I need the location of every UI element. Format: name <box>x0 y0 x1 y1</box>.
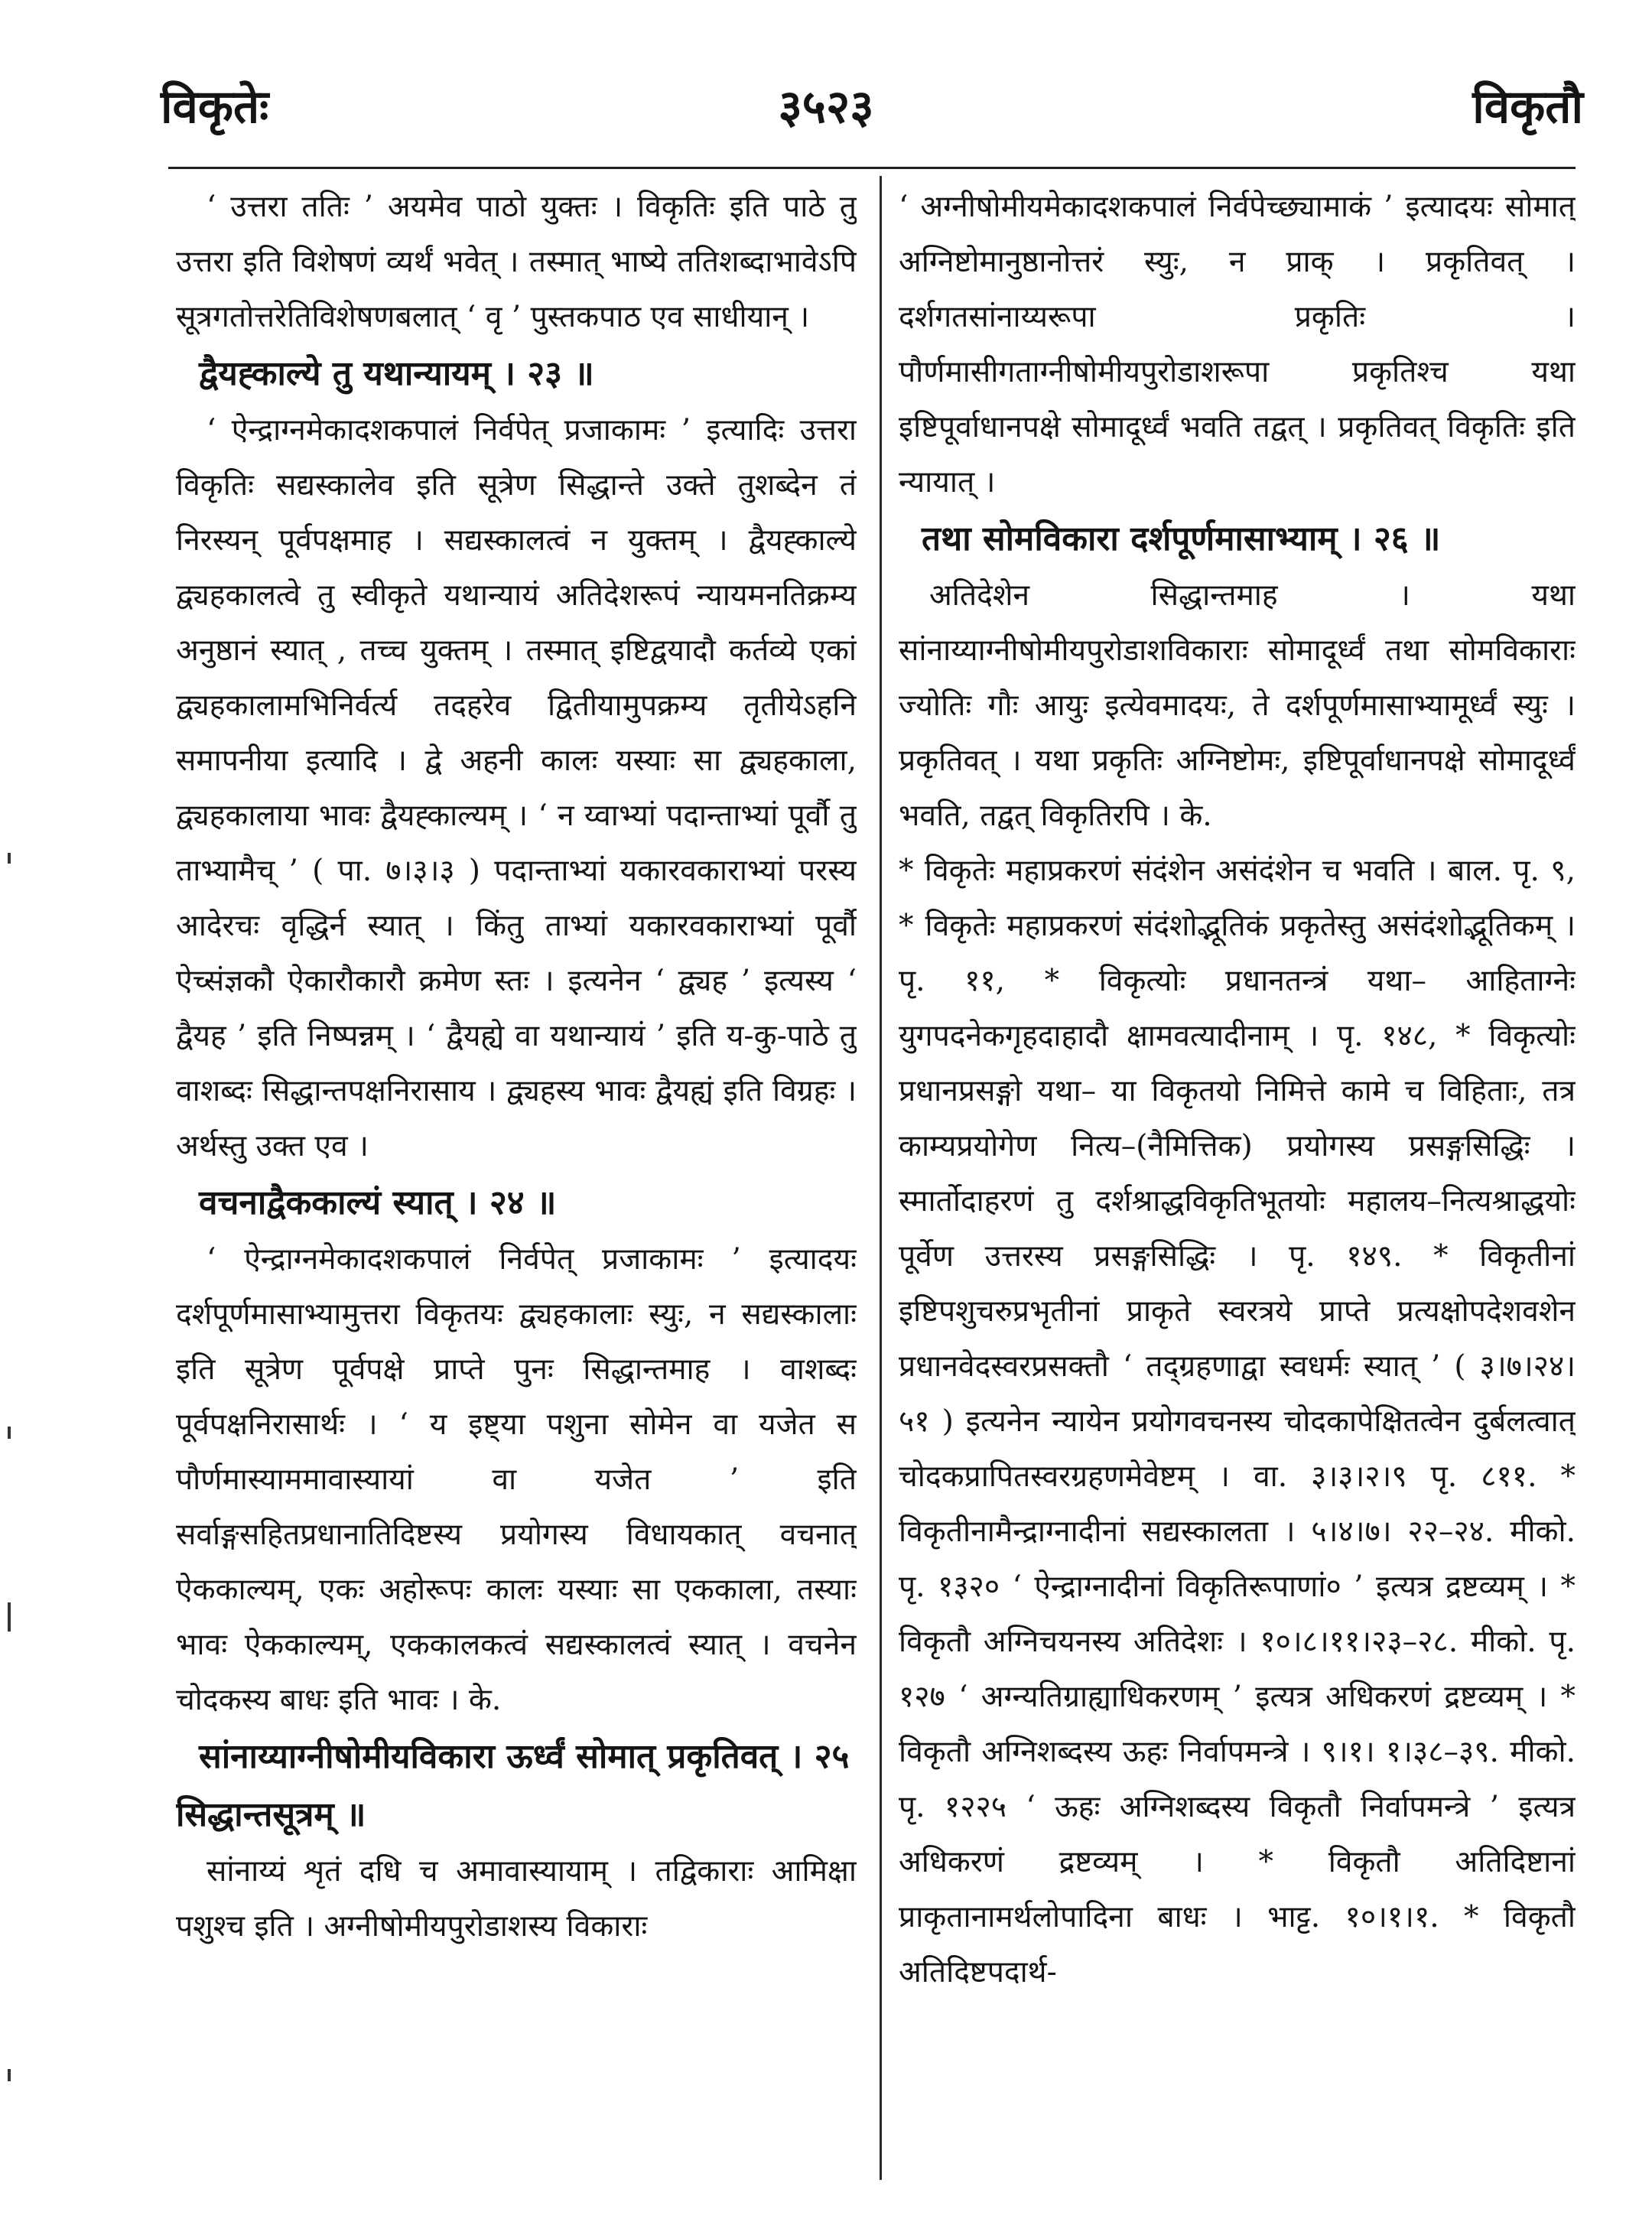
sutra-heading: सांनाय्याग्नीषोमीयविकारा ऊर्ध्वं सोमात् प्रकृतिवत् । २५ सिद्धान्तसूत्रम् ॥ <box>176 1737 850 1834</box>
left-column <box>176 180 857 2184</box>
margin-mark <box>8 1602 11 1632</box>
commentary-paragraph: ‘ उत्तरा ततिः ’ अयमेव पाठो युक्तः । विकृतिः इति पाठे तु उत्तरा इति विशेषणं व्यर्थं भवेत् । तस्मात् भाष्ये ततिशब्दाभावेऽपि सूत्रगतोत्तरेतिविशेषणबलात् ‘ वृ ’ पुस्तकपाठ एव साधीयान् । <box>176 190 857 334</box>
margin-mark <box>8 2069 11 2081</box>
page-number: ३५२३ <box>778 80 874 134</box>
sutra-heading: द्वैयह्काल्ये तु यथान्यायम् । २३ ॥ <box>199 354 594 393</box>
commentary-paragraph: * विकृतेः महाप्रकरणं संदंशेन असंदंशेन च भवति । बाल. पृ. ९, * विकृतेः महाप्रकरणं संदंशोद्भूतिकं प्रकृतेस्तु असंदंशोद्भूतिकम् । पृ. ११, * विकृत्योः प्रधानतन्त्रं यथा– आहिताग्नेः युगपदनेकगृहदाहादौ क्षामवत्यादीनाम् । पृ. १४८, * विकृत्योः प्रधानप्रसङ्गो यथा– या विकृतयो निमित्ते कामे च विहिताः, तत्र काम्यप्रयोगेण नित्य–(नैमित्तिक) प्रयोगस्य प्रसङ्गसिद्धिः । स्मार्तोदाहरणं तु दर्शश्राद्धविकृतिभूतयोः महालय–नित्यश्राद्धयोः पूर्वेण उत्तरस्य प्रसङ्गसिद्धिः । पृ. १४९. * विकृतीनां इष्टिपशुचरुप्रभृतीनां प्राकृते स्वरत्रये प्राप्ते प्रत्यक्षोपदेशवशेन प्रधानवेदस्वरप्रसक्तौ ‘ तद्ग्रहणाद्वा स्वधर्मः स्यात् ’ ( ३।७।२४।५१ ) इत्यनेन न्यायेन प्रयोगवचनस्य चोदकापेक्षितत्वेन दुर्बलत्वात् चोदकप्रापितस्वरग्रहणमेवेष्टम् । वा. ३।३।२।९ पृ. ८११. * विकृतीनामैन्द्राग्नादीनां सद्यस्कालता । ५।४।७। २२–२४. मीको. पृ. १३२० ‘ ऐन्द्राग्नादीनां विकृतिरूपाणां० ’ इत्यत्र द्रष्टव्यम् । * विकृतौ अग्निचयनस्य अतिदेशः । १०।८।११।२३–२८. मीको. पृ. १२७ ‘ अग्न्यतिग्राह्याधिकरणम् ’ इत्यत्र अधिकरणं द्रष्टव्यम् । * विकृतौ अग्निशब्दस्य ऊहः निर्वापमन्त्रे । ९।१। १।३८–३९. मीको. पृ. १२२५ ‘ ऊहः अग्निशब्दस्य विकृतौ निर्वापमन्त्रे ’ इत्यत्र अधिकरणं द्रष्टव्यम् । * विकृतौ अतिदिष्टानां प्राकृतानामर्थलोपादिना बाधः । भाट्ट. १०।१।१. * विकृतौ अतिदिष्टपदार्थ- <box>899 854 1576 1989</box>
right-column <box>899 180 1576 2184</box>
page-header <box>0 0 1652 168</box>
margin-mark <box>8 1427 11 1439</box>
commentary-paragraph: अतिदेशेन सिद्धान्तमाह । यथा सांनाय्याग्नीषोमीयपुरोडाशविकाराः सोमादूर्ध्वं तथा सोमविकाराः ज्योतिः गौः आयुः इत्येवमादयः, ते दर्शपूर्णमासाभ्यामूर्ध्वं स्युः । प्रकृतिवत् । यथा प्रकृतिः अग्निष्टोमः, इष्टिपूर्वाधानपक्षे सोमादूर्ध्वं भवति, तद्वत् विकृतिरपि । के. <box>899 578 1576 833</box>
margin-mark <box>8 853 11 864</box>
column-divider <box>880 176 882 2180</box>
commentary-paragraph: ‘ अग्नीषोमीयमेकादशकपालं निर्वपेच्छ्यामाकं ’ इत्यादयः सोमात् अग्निष्टोमानुष्ठानोत्तरं स्युः, न प्राक् । प्रकृतिवत् । दर्शगतसांनाय्यरूपा प्रकृतिः । पौर्णमासीगताग्नीषोमीयपुरोडाशरूपा प्रकृतिश्च यथा इष्टिपूर्वाधानपक्षे सोमादूर्ध्वं भवति तद्वत् । प्रकृतिवत् विकृतिः इति न्यायात् । <box>899 190 1576 499</box>
commentary-paragraph: ‘ ऐन्द्राग्नमेकादशकपालं निर्वपेत् प्रजाकामः ’ इत्यादयः दर्शपूर्णमासाभ्यामुत्तरा विकृतयः द्व्यहकालाः स्युः, न सद्यस्कालाः इति सूत्रेण पूर्वपक्षे प्राप्ते पुनः सिद्धान्तमाह । वाशब्दः पूर्वपक्षनिरासार्थः । ‘ य इष्ट्या पशुना सोमेन वा यजेत स पौर्णमास्याममावास्यायां वा यजेत ’ इति सर्वाङ्गसहितप्रधानातिदिष्टस्य प्रयोगस्य विधायकात् वचनात् ऐककाल्यम्, एकः अहोरूपः कालः यस्याः सा एककाला, तस्याः भावः ऐककाल्यम्, एककालकत्वं सद्यस्कालत्वं स्यात् । वचनेन चोदकस्य बाधः इति भावः । के. <box>176 1242 857 1717</box>
commentary-paragraph: ‘ ऐन्द्राग्नमेकादशकपालं निर्वपेत् प्रजाकामः ’ इत्यादिः उत्तरा विकृतिः सद्यस्कालेव इति सूत्रेण सिद्धान्ते उक्ते तुशब्देन तं निरस्यन् पूर्वपक्षमाह । सद्यस्कालत्वं न युक्तम् । द्वैयह्काल्ये द्व्यहकालत्वे तु स्वीकृते यथान्यायं अतिदेशरूपं न्यायमनतिक्रम्य अनुष्ठानं स्यात् , तच्च युक्तम् । तस्मात् इष्टिद्वयादौ कर्तव्ये एकां द्व्यहकालामभिनिर्वर्त्य तदहरेव द्वितीयामुपक्रम्य तृतीयेऽहनि समापनीया इत्यादि । द्वे अहनी कालः यस्याः सा द्व्यहकाला, द्व्यहकालाया भावः द्वैयह्काल्यम् । ‘ न य्वाभ्यां पदान्ताभ्यां पूर्वौ तु ताभ्यामैच् ’ ( पा. ७।३।३ ) पदान्ताभ्यां यकारवकाराभ्यां परस्य आदेरचः वृद्धिर्न स्यात् । किंतु ताभ्यां यकारवकाराभ्यां पूर्वौ ऐच्संज्ञकौ ऐकारौकारौ क्रमेण स्तः । इत्यनेन ‘ द्व्यह ’ इत्यस्य ‘ द्वैयह ’ इति निष्पन्नम् । ‘ द्वैयह्ये वा यथान्यायं ’ इति य-कु-पाठे तु वाशब्दः सिद्धान्तपक्षनिरासाय । द्व्यहस्य भावः द्वैयह्यं इति विग्रहः । अर्थस्तु उक्त एव । <box>176 413 857 1163</box>
commentary-paragraph: सांनाय्यं शृतं दधि च अमावास्यायाम् । तद्विकाराः आमिक्षा पशुश्च इति । अग्नीषोमीयपुरोडाशस्य विकाराः <box>176 1854 857 1944</box>
header-left-word: विकृतेः <box>161 80 269 134</box>
sutra-heading: तथा सोमविकारा दर्शपूर्णमासाभ्याम् । २६ ॥ <box>922 519 1441 558</box>
sutra-heading: वचनाद्वैककाल्यं स्यात् । २४ ॥ <box>199 1183 557 1222</box>
header-rule <box>168 167 1576 169</box>
header-right-word: विकृतौ <box>1472 80 1583 134</box>
